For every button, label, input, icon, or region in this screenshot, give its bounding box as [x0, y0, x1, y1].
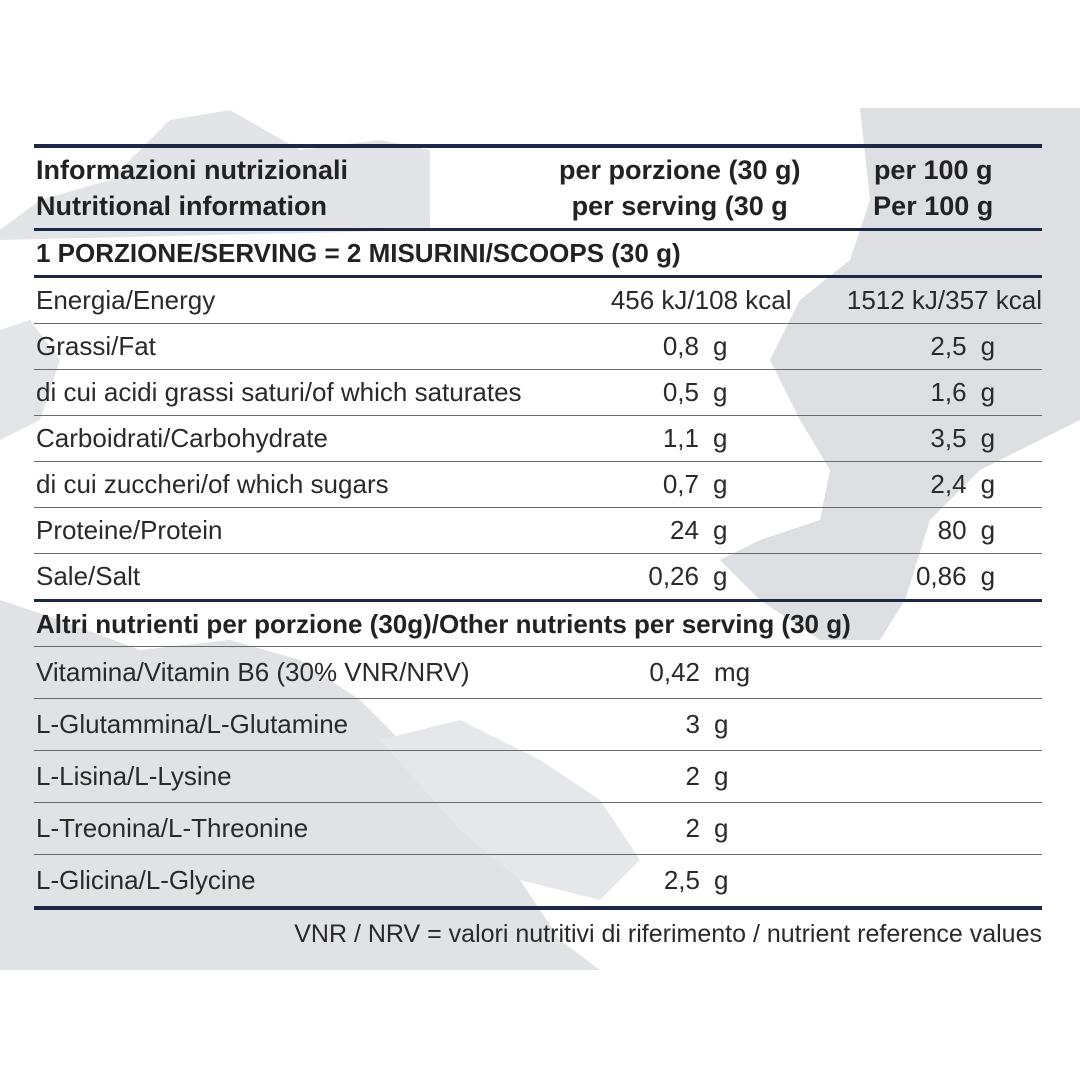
table-row [34, 370, 1042, 415]
per-serving-cell [556, 865, 756, 896]
per-serving-unit: g [712, 377, 728, 407]
per-100g-cell [755, 331, 1042, 362]
per-serving-unit: mg [714, 657, 751, 687]
header-col-100g-en: Per 100 g [873, 191, 994, 221]
per-serving-cell [556, 813, 756, 844]
per-100g-unit: g [980, 331, 996, 361]
per-serving-unit: g [714, 761, 729, 791]
energy-per-100g: 1512 kJ/357 kcal [846, 285, 1042, 315]
other-nutrients-title: Altri nutrienti per porzione (30g)/Other nutrients per serving (30 g) [36, 608, 851, 639]
energy-row [34, 278, 1042, 323]
header-col-name-en: Nutritional information [36, 191, 327, 221]
nutrient-name: Grassi/Fat [36, 331, 156, 361]
nutrient-name: Vitamina/Vitamin B6 (30% VNR/NRV) [36, 657, 470, 687]
header-col-serving [535, 152, 824, 224]
per-serving-value: 3 [685, 709, 700, 739]
footnote: VNR / NRV = valori nutritivi di riferimento / nutrient reference values [294, 920, 1042, 948]
per-100g-value: 80 [937, 515, 967, 545]
per-100g-value: 0,86 [915, 561, 967, 591]
nutrient-name: L-Glutammina/L-Glutamine [36, 709, 349, 739]
header-col-name [34, 152, 535, 224]
table-row [34, 508, 1042, 553]
table-row [34, 324, 1042, 369]
per-serving-value: 0,26 [648, 561, 699, 591]
per-serving-cell [555, 515, 755, 546]
nutrient-name: L-Lisina/L-Lysine [36, 761, 232, 791]
nutrient-name: Sale/Salt [36, 561, 141, 591]
per-serving-value: 0,5 [662, 377, 699, 407]
energy-per-serving: 456 kJ/108 kcal [610, 285, 792, 315]
per-serving-value: 2,5 [663, 865, 700, 895]
table-row [34, 647, 1042, 698]
header-col-serving-en: per serving (30 g [571, 191, 788, 221]
per-100g-unit: g [980, 515, 996, 545]
per-serving-value: 0,8 [662, 331, 699, 361]
per-100g-value: 1,6 [930, 377, 967, 407]
per-serving-value: 0,42 [649, 657, 700, 687]
table-row [34, 462, 1042, 507]
per-100g-unit: g [980, 423, 996, 453]
per-serving-unit: g [712, 423, 728, 453]
nutrient-rows [34, 323, 1042, 599]
per-100g-cell [755, 423, 1042, 454]
per-100g-cell [755, 469, 1042, 500]
nutrient-name: Proteine/Protein [36, 515, 223, 545]
per-serving-cell [556, 761, 756, 792]
per-serving-value: 24 [670, 515, 699, 545]
per-100g-unit: g [980, 561, 996, 591]
per-serving-value: 1,1 [662, 423, 699, 453]
per-100g-cell [755, 515, 1042, 546]
per-serving-unit: g [712, 561, 728, 591]
per-serving-cell [555, 423, 755, 454]
nutrient-name: Carboidrati/Carbohydrate [36, 423, 328, 453]
per-serving-unit: g [712, 515, 728, 545]
table-row [34, 751, 1042, 802]
per-serving-value: 0,7 [662, 469, 699, 499]
per-serving-unit: g [712, 469, 728, 499]
other-nutrient-rows [34, 647, 1042, 906]
per-serving-cell [556, 709, 756, 740]
nutrient-name: L-Glicina/L-Glycine [36, 865, 256, 895]
nutrient-name: L-Treonina/L-Threonine [36, 813, 309, 843]
table-row [34, 699, 1042, 750]
nutrient-name: Energia/Energy [36, 285, 216, 315]
table-row [34, 416, 1042, 461]
header-col-100g [824, 152, 1042, 224]
per-serving-cell [555, 561, 755, 592]
serving-note: 1 PORZIONE/SERVING = 2 MISURINI/SCOOPS (30 g) [36, 237, 681, 268]
per-100g-unit: g [980, 469, 996, 499]
table-row [34, 554, 1042, 599]
per-100g-cell [755, 377, 1042, 408]
per-serving-cell [555, 331, 755, 362]
table-row [34, 803, 1042, 854]
per-serving-unit: g [714, 813, 729, 843]
per-serving-unit: g [714, 865, 729, 895]
nutrient-name: di cui zuccheri/of which sugars [36, 469, 389, 499]
nutrition-table [34, 144, 1042, 949]
per-serving-unit: g [714, 709, 729, 739]
per-100g-unit: g [980, 377, 996, 407]
per-100g-value: 2,5 [930, 331, 967, 361]
per-serving-cell [556, 657, 756, 688]
header-col-name-it: Informazioni nutrizionali [36, 155, 348, 185]
table-header [34, 148, 1042, 228]
per-serving-cell [555, 469, 755, 500]
header-col-serving-it: per porzione (30 g) [558, 155, 801, 185]
bottom-rule [34, 906, 1042, 910]
table-row [34, 855, 1042, 906]
per-100g-cell [755, 561, 1042, 592]
header-col-100g-it: per 100 g [873, 155, 993, 185]
per-100g-value: 2,4 [930, 469, 967, 499]
per-serving-cell [555, 377, 755, 408]
per-100g-value: 3,5 [930, 423, 967, 453]
per-serving-value: 2 [685, 761, 700, 791]
per-serving-unit: g [712, 331, 728, 361]
per-serving-value: 2 [685, 813, 700, 843]
nutrient-name: di cui acidi grassi saturi/of which saturates [36, 377, 522, 407]
